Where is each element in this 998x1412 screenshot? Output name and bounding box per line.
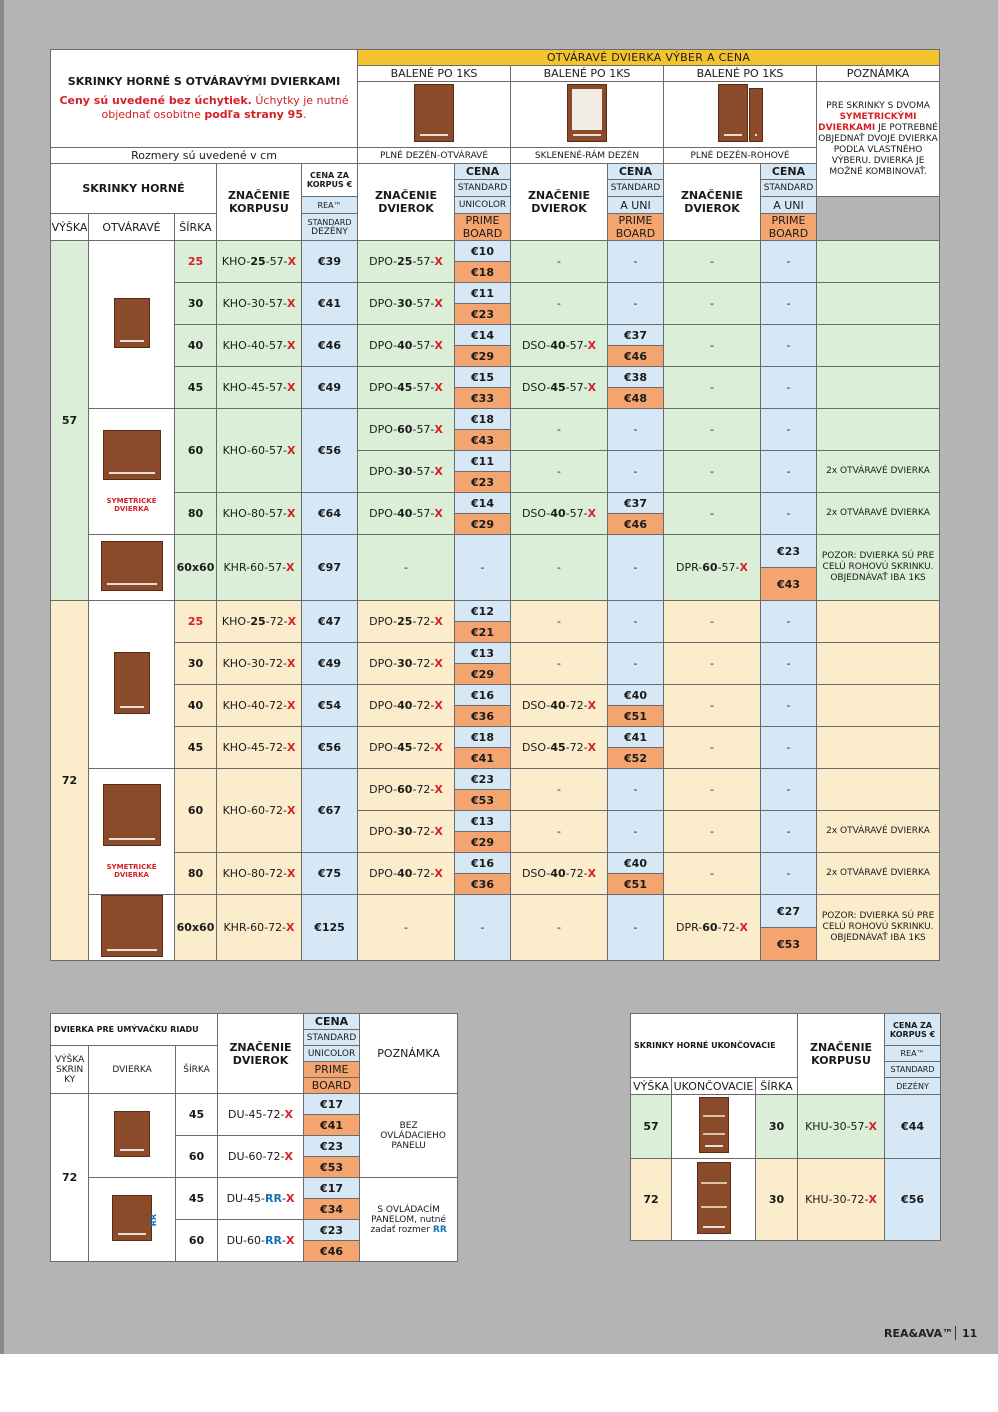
row-note <box>817 601 940 643</box>
width-80: 80 <box>175 493 217 535</box>
pack-label-3: BALENÉ PO 1KS <box>664 66 817 82</box>
pack-label-2: BALENÉ PO 1KS <box>511 66 664 82</box>
korpus-code: KHO-45-57-X <box>217 367 302 409</box>
door-price-std: €23 <box>455 769 511 790</box>
door-price-prime-2: €29 <box>455 832 511 853</box>
col-cena-1: CENA <box>455 164 511 180</box>
door-code: DPO-40-72-X <box>358 853 455 895</box>
corner-price: - <box>761 367 817 409</box>
glass-price-2: - <box>608 811 664 853</box>
sink-col-board: BOARD <box>303 1078 359 1094</box>
glass-code: DSO-45-72-X <box>511 727 608 769</box>
sink-title: DVIERKA PRE UMÝVAČKU RIADU <box>51 1014 218 1046</box>
corner-price: - <box>761 853 817 895</box>
corner-price-2: - <box>761 451 817 493</box>
type-label-3: PLNÉ DEZÉN-ROHOVÉ <box>664 148 817 164</box>
glass-price: - <box>608 601 664 643</box>
door-code: DPO-25-72-X <box>358 601 455 643</box>
pack-label-1: BALENÉ PO 1KS <box>358 66 511 82</box>
corner-price: - <box>761 601 817 643</box>
width-45: 45 <box>175 727 217 769</box>
korpus-price: €39 <box>302 241 358 283</box>
glass-price: - <box>608 241 664 283</box>
col-cena-2: CENA <box>608 164 664 180</box>
door-code: DPO-45-72-X <box>358 727 455 769</box>
korpus-price: €49 <box>302 643 358 685</box>
glass-price-std: €40 <box>608 853 664 874</box>
width-80: 80 <box>175 853 217 895</box>
col-standard-1: STANDARD <box>455 180 511 197</box>
price-note: Ceny sú uvedené bez úchytiek. Úchytky je nutné objednať osobitne podľa strany 95. <box>59 94 349 121</box>
sink-w-2: 45 <box>175 1178 217 1220</box>
korpus-code: KHR-60-57-X <box>217 535 302 601</box>
sink-p2-1: €53 <box>303 1157 359 1178</box>
corner-price: - <box>761 493 817 535</box>
door-price-prime: €29 <box>455 346 511 367</box>
glass-code: DSO-40-57-X <box>511 325 608 367</box>
end-col-standard: STANDARD <box>885 1062 941 1078</box>
door-code: DPO-60-72-X <box>358 769 455 811</box>
col-standard-2: STANDARD <box>608 180 664 197</box>
corner-code: - <box>664 727 761 769</box>
main-price-table <box>50 49 940 961</box>
door-price-prime: €29 <box>455 664 511 685</box>
glass-code: - <box>511 283 608 325</box>
door-price-std: €18 <box>455 409 511 430</box>
glass-price-2: - <box>608 451 664 493</box>
row-note <box>817 685 940 727</box>
korpus-code: KHO-30-72-X <box>217 643 302 685</box>
sink-col-cena: CENA <box>303 1014 359 1030</box>
sink-p1-3: €23 <box>303 1220 359 1241</box>
glass-price: - <box>608 283 664 325</box>
end-col-sirka: ŠÍRKA <box>756 1078 798 1095</box>
sink-code-0: DU-45-72-X <box>218 1094 304 1136</box>
corner-price: - <box>761 685 817 727</box>
corner-code: - <box>664 325 761 367</box>
glass-code: DSO-40-57-X <box>511 493 608 535</box>
corner-cabinet-icon <box>101 541 163 591</box>
col-znacenie-korpusu: ZNAČENIE KORPUSU <box>217 164 302 241</box>
corner-code: - <box>664 685 761 727</box>
end-h-0: 57 <box>631 1095 672 1159</box>
korpus-price: €64 <box>302 493 358 535</box>
sink-note-1: BEZ OVLÁDACIEHO PANELU <box>360 1094 458 1178</box>
row-note <box>817 643 940 685</box>
door-price-std: €15 <box>455 367 511 388</box>
group-57 <box>51 241 940 601</box>
col-znacenie-dvierok-2: ZNAČENIE DVIEROK <box>511 164 608 241</box>
door-price-prime: €36 <box>455 874 511 895</box>
type-label-1: PLNÉ DEZÉN-OTVÁRAVÉ <box>358 148 511 164</box>
type-label-2: SKLENENÉ-RÁM DEZÉN <box>511 148 664 164</box>
door-img-glass <box>511 82 664 148</box>
open-shelf-icon <box>697 1162 731 1234</box>
end-h-1: 72 <box>631 1159 672 1241</box>
corner-price-std: €27 <box>761 895 817 928</box>
corner-code: - <box>664 601 761 643</box>
col-sirka: ŠÍRKA <box>175 214 217 241</box>
sink-w-1: 60 <box>175 1136 217 1178</box>
open-shelf-icon <box>699 1097 729 1153</box>
door-price-std-2: €11 <box>455 451 511 472</box>
end-col-rea: REA™ <box>885 1046 941 1062</box>
width-30: 30 <box>175 643 217 685</box>
sink-door-table <box>50 1013 458 1262</box>
korpus-price: €125 <box>302 895 358 961</box>
sink-w-0: 45 <box>175 1094 217 1136</box>
glass-price: - <box>608 535 664 601</box>
corner-price: - <box>761 241 817 283</box>
double-cabinet-icon <box>103 784 161 846</box>
glass-price: - <box>608 643 664 685</box>
width-30: 30 <box>175 283 217 325</box>
width-40: 40 <box>175 325 217 367</box>
korpus-price: €67 <box>302 769 358 853</box>
door-price-prime: €23 <box>455 304 511 325</box>
footer-divider <box>955 1326 956 1340</box>
end-price-1: €56 <box>885 1159 941 1241</box>
col-otvarave: OTVÁRAVÉ <box>89 214 175 241</box>
row-note <box>817 727 940 769</box>
sink-col-sirka: ŠÍRKA <box>175 1046 217 1094</box>
corner-price: - <box>761 769 817 811</box>
sink-p2-3: €46 <box>303 1241 359 1262</box>
glass-price: - <box>608 409 664 451</box>
cabinet-img-small <box>89 241 175 409</box>
door-code: DPO-30-72-X <box>358 643 455 685</box>
glass-code-2: - <box>511 811 608 853</box>
door-price-std: €11 <box>455 283 511 304</box>
brand-logo: REA&AVA™ <box>884 1327 954 1340</box>
corner-price-prime: €53 <box>761 928 817 961</box>
corner-code: DPR-60-72-X <box>664 895 761 961</box>
sink-door-icon <box>114 1111 150 1157</box>
door-code: DPO-40-72-X <box>358 685 455 727</box>
col-standard-3: STANDARD <box>761 180 817 197</box>
height-72: 72 <box>51 601 89 961</box>
korpus-code: KHO-80-57-X <box>217 493 302 535</box>
sink-p1-0: €17 <box>303 1094 359 1115</box>
glass-door-icon <box>567 84 607 142</box>
glass-price-prime: €51 <box>608 874 664 895</box>
door-price: - <box>455 535 511 601</box>
height-57: 57 <box>51 241 89 601</box>
door-code: DPO-60-57-X <box>358 409 455 451</box>
row-note <box>817 325 940 367</box>
col-znacenie-dvierok-1: ZNAČENIE DVIEROK <box>358 164 455 241</box>
end-code-1: KHU-30-72-X <box>798 1159 885 1241</box>
row-note-2: 2x OTVÁRAVÉ DVIERKA <box>817 811 940 853</box>
corner-price-std: €23 <box>761 535 817 568</box>
upper-cabinet-icon <box>114 652 150 714</box>
glass-code: - <box>511 409 608 451</box>
korpus-code: KHO-40-72-X <box>217 685 302 727</box>
korpus-price: €41 <box>302 283 358 325</box>
cabinet-img-corner <box>89 895 175 961</box>
korpus-price: €56 <box>302 409 358 493</box>
doors-header: OTVÁRAVÉ DVIERKA VÝBER A CENA <box>358 50 940 66</box>
corner-code: - <box>664 853 761 895</box>
korpus-code: KHO-60-57-X <box>217 409 302 493</box>
note-symmetric: PRE SKRINKY S DVOMA SYMETRICKÝMI DVIERKAMI JE POTREBNÉ OBJEDNAŤ DVOJE DVIERKA PODĽA VLASTNÉHO VÝBERU. DVIERKA JE MOŽNÉ KOMBINOVAŤ. <box>817 82 940 197</box>
corner-code: - <box>664 409 761 451</box>
sink-p1-1: €23 <box>303 1136 359 1157</box>
sink-img-panel <box>89 1178 176 1262</box>
door-price-std: €18 <box>455 727 511 748</box>
end-cabinet-table <box>630 1013 941 1241</box>
glass-price-std: €37 <box>608 325 664 346</box>
corner-code: - <box>664 493 761 535</box>
door-price-std: €16 <box>455 685 511 706</box>
end-code-0: KHU-30-57-X <box>798 1095 885 1159</box>
col-a-uni-1: A UNI <box>608 197 664 214</box>
col-rea: REA™ <box>302 197 358 214</box>
glass-code-2: - <box>511 451 608 493</box>
glass-price: - <box>608 769 664 811</box>
row-note <box>817 283 940 325</box>
door-price-prime: €53 <box>455 790 511 811</box>
glass-code: - <box>511 241 608 283</box>
corner-code: - <box>664 643 761 685</box>
main-title: SKRINKY HORNÉ S OTVÁRAVÝMI DVIERKAMI <box>67 75 341 88</box>
width-25: 25 <box>175 241 217 283</box>
korpus-code: KHO-25-72-X <box>217 601 302 643</box>
sink-col-znacenie: ZNAČENIE DVIEROK <box>218 1014 304 1094</box>
row-note: POZOR: DVIERKA SÚ PRE CELÚ ROHOVÚ SKRINKU. OBJEDNÁVAŤ IBA 1KS <box>817 895 940 961</box>
sink-panel-door-icon <box>112 1195 152 1241</box>
door-price-prime: €41 <box>455 748 511 769</box>
glass-code: - <box>511 769 608 811</box>
glass-price-prime: €46 <box>608 346 664 367</box>
korpus-code: KHO-80-72-X <box>217 853 302 895</box>
corner-code: DPR-60-57-X <box>664 535 761 601</box>
end-col-znacenie: ZNAČENIE KORPUSU <box>798 1014 885 1095</box>
sink-code-3: DU-60-RR-X <box>218 1220 304 1262</box>
glass-price-prime: €51 <box>608 706 664 727</box>
end-col-cena: CENA ZA KORPUS € <box>885 1014 941 1046</box>
sink-img-plain <box>89 1094 176 1178</box>
glass-code: - <box>511 643 608 685</box>
korpus-price: €97 <box>302 535 358 601</box>
glass-code: DSO-40-72-X <box>511 685 608 727</box>
glass-price-prime: €48 <box>608 388 664 409</box>
glass-code: - <box>511 535 608 601</box>
dimensions-note: Rozmery sú uvedené v cm <box>51 148 358 164</box>
glass-code: - <box>511 601 608 643</box>
col-prime-board-3: PRIME BOARD <box>761 214 817 241</box>
row-note <box>817 409 940 451</box>
sink-w-3: 60 <box>175 1220 217 1262</box>
glass-code: DSO-45-57-X <box>511 367 608 409</box>
corner-code: - <box>664 241 761 283</box>
glass-price-std: €37 <box>608 493 664 514</box>
full-door-icon <box>414 84 454 142</box>
sink-note-2: S OVLÁDACÍM PANELOM, nutné zadať rozmer RR <box>360 1178 458 1262</box>
col-skrinky: SKRINKY HORNÉ <box>51 164 217 214</box>
corner-price: - <box>761 283 817 325</box>
door-price-prime: €33 <box>455 388 511 409</box>
page-left-edge <box>0 0 4 1354</box>
sink-col-prime: PRIME <box>303 1062 359 1078</box>
door-price-prime: €18 <box>455 262 511 283</box>
glass-price-std: €40 <box>608 685 664 706</box>
korpus-price: €56 <box>302 727 358 769</box>
door-price: - <box>455 895 511 961</box>
door-code: DPO-25-57-X <box>358 241 455 283</box>
door-price-std: €10 <box>455 241 511 262</box>
glass-code: DSO-40-72-X <box>511 853 608 895</box>
width-60x60: 60x60 <box>175 895 217 961</box>
glass-price: - <box>608 895 664 961</box>
korpus-price: €75 <box>302 853 358 895</box>
korpus-code: KHO-40-57-X <box>217 325 302 367</box>
door-price-prime: €29 <box>455 514 511 535</box>
glass-price-prime: €46 <box>608 514 664 535</box>
korpus-price: €49 <box>302 367 358 409</box>
korpus-code: KHO-30-57-X <box>217 283 302 325</box>
sink-col-standard: STANDARD <box>303 1030 359 1046</box>
door-price-std: €14 <box>455 493 511 514</box>
cabinet-img-corner <box>89 535 175 601</box>
col-unicolor: UNICOLOR <box>455 197 511 214</box>
cabinet-img-double: SYMETRICKÉ DVIERKA <box>89 409 175 535</box>
main-title-cell <box>51 50 358 148</box>
korpus-price: €46 <box>302 325 358 367</box>
width-60: 60 <box>175 409 217 493</box>
glass-price-std: €38 <box>608 367 664 388</box>
door-code: DPO-40-57-X <box>358 325 455 367</box>
col-prime-board-1: PRIME BOARD <box>455 214 511 241</box>
glass-price-prime: €52 <box>608 748 664 769</box>
col-znacenie-dvierok-3: ZNAČENIE DVIEROK <box>664 164 761 241</box>
row-note <box>817 241 940 283</box>
door-code: - <box>358 895 455 961</box>
korpus-price: €47 <box>302 601 358 643</box>
end-w-1: 30 <box>756 1159 798 1241</box>
corner-code: - <box>664 283 761 325</box>
sink-col-vyska: VÝŠKA SKRIN KY <box>51 1046 89 1094</box>
width-60x60: 60x60 <box>175 535 217 601</box>
sink-col-poznamka: POZNÁMKA <box>360 1014 458 1094</box>
door-price-std: €16 <box>455 853 511 874</box>
glass-price-std: €41 <box>608 727 664 748</box>
corner-price: - <box>761 727 817 769</box>
corner-price: - <box>761 409 817 451</box>
corner-price-prime: €43 <box>761 568 817 601</box>
door-price-std: €12 <box>455 601 511 622</box>
door-price-std-2: €13 <box>455 811 511 832</box>
end-col-ukoncovacie: UKONČOVACIE <box>672 1078 756 1095</box>
korpus-code: KHR-60-72-X <box>217 895 302 961</box>
sink-code-1: DU-60-72-X <box>218 1136 304 1178</box>
width-45: 45 <box>175 367 217 409</box>
col-standard-dezeny: STANDARD DEZÉNY <box>302 214 358 241</box>
width-40: 40 <box>175 685 217 727</box>
group-72 <box>51 601 940 961</box>
rr-label: RR <box>149 1214 159 1227</box>
corner-door-icon <box>718 84 748 142</box>
col-a-uni-2: A UNI <box>761 197 817 214</box>
door-img-full <box>358 82 511 148</box>
korpus-price: €54 <box>302 685 358 727</box>
door-price-prime: €36 <box>455 706 511 727</box>
door-price-prime: €21 <box>455 622 511 643</box>
korpus-code: KHO-25-57-X <box>217 241 302 283</box>
corner-code-2: - <box>664 811 761 853</box>
korpus-code: KHO-45-72-X <box>217 727 302 769</box>
row-note <box>817 367 940 409</box>
row-note: 2x OTVÁRAVÉ DVIERKA <box>817 493 940 535</box>
door-code: - <box>358 535 455 601</box>
end-title: SKRINKY HORNÉ UKONČOVACIE <box>631 1014 798 1078</box>
door-price-prime: €43 <box>455 430 511 451</box>
col-vyska: VÝŠKA <box>51 214 89 241</box>
end-col-vyska: VÝŠKA <box>631 1078 672 1095</box>
upper-cabinet-icon <box>114 298 150 348</box>
width-25: 25 <box>175 601 217 643</box>
row-note-2: 2x OTVÁRAVÉ DVIERKA <box>817 451 940 493</box>
door-price-prime-2: €23 <box>455 472 511 493</box>
door-code: DPO-45-57-X <box>358 367 455 409</box>
sink-col-dvierka: DVIERKA <box>89 1046 176 1094</box>
sink-p2-0: €41 <box>303 1115 359 1136</box>
cabinet-img-double: SYMETRICKÉ DVIERKA <box>89 769 175 895</box>
door-code: DPO-40-57-X <box>358 493 455 535</box>
sink-p1-2: €17 <box>303 1178 359 1199</box>
sink-code-2: DU-45-RR-X <box>218 1178 304 1220</box>
korpus-code: KHO-60-72-X <box>217 769 302 853</box>
corner-code-2: - <box>664 451 761 493</box>
note-header: POZNÁMKA <box>817 66 940 82</box>
corner-price-2: - <box>761 811 817 853</box>
door-code-2: DPO-30-57-X <box>358 451 455 493</box>
end-img-0 <box>672 1095 756 1159</box>
sink-height: 72 <box>51 1094 89 1262</box>
sink-p2-2: €34 <box>303 1199 359 1220</box>
col-prime-board-2: PRIME BOARD <box>608 214 664 241</box>
row-note: 2x OTVÁRAVÉ DVIERKA <box>817 853 940 895</box>
door-code-2: DPO-30-72-X <box>358 811 455 853</box>
end-price-0: €44 <box>885 1095 941 1159</box>
sink-col-unicolor: UNICOLOR <box>303 1046 359 1062</box>
row-note: POZOR: DVIERKA SÚ PRE CELÚ ROHOVÚ SKRINKU. OBJEDNÁVAŤ IBA 1KS <box>817 535 940 601</box>
width-60: 60 <box>175 769 217 853</box>
cabinet-img-small <box>89 601 175 769</box>
corner-price: - <box>761 325 817 367</box>
end-img-1 <box>672 1159 756 1241</box>
corner-code: - <box>664 769 761 811</box>
end-col-dezeny: DEZÉNY <box>885 1078 941 1095</box>
col-cena-3: CENA <box>761 164 817 180</box>
row-note <box>817 769 940 811</box>
corner-price: - <box>761 643 817 685</box>
door-code: DPO-30-57-X <box>358 283 455 325</box>
door-price-std: €13 <box>455 643 511 664</box>
double-cabinet-icon <box>103 430 161 480</box>
door-img-corner <box>664 82 817 148</box>
glass-code: - <box>511 895 608 961</box>
page-number: 11 <box>962 1327 978 1340</box>
corner-cabinet-icon <box>101 895 163 957</box>
col-cena-korpus: CENA ZA KORPUS € <box>302 164 358 197</box>
door-price-std: €14 <box>455 325 511 346</box>
corner-code: - <box>664 367 761 409</box>
end-w-0: 30 <box>756 1095 798 1159</box>
